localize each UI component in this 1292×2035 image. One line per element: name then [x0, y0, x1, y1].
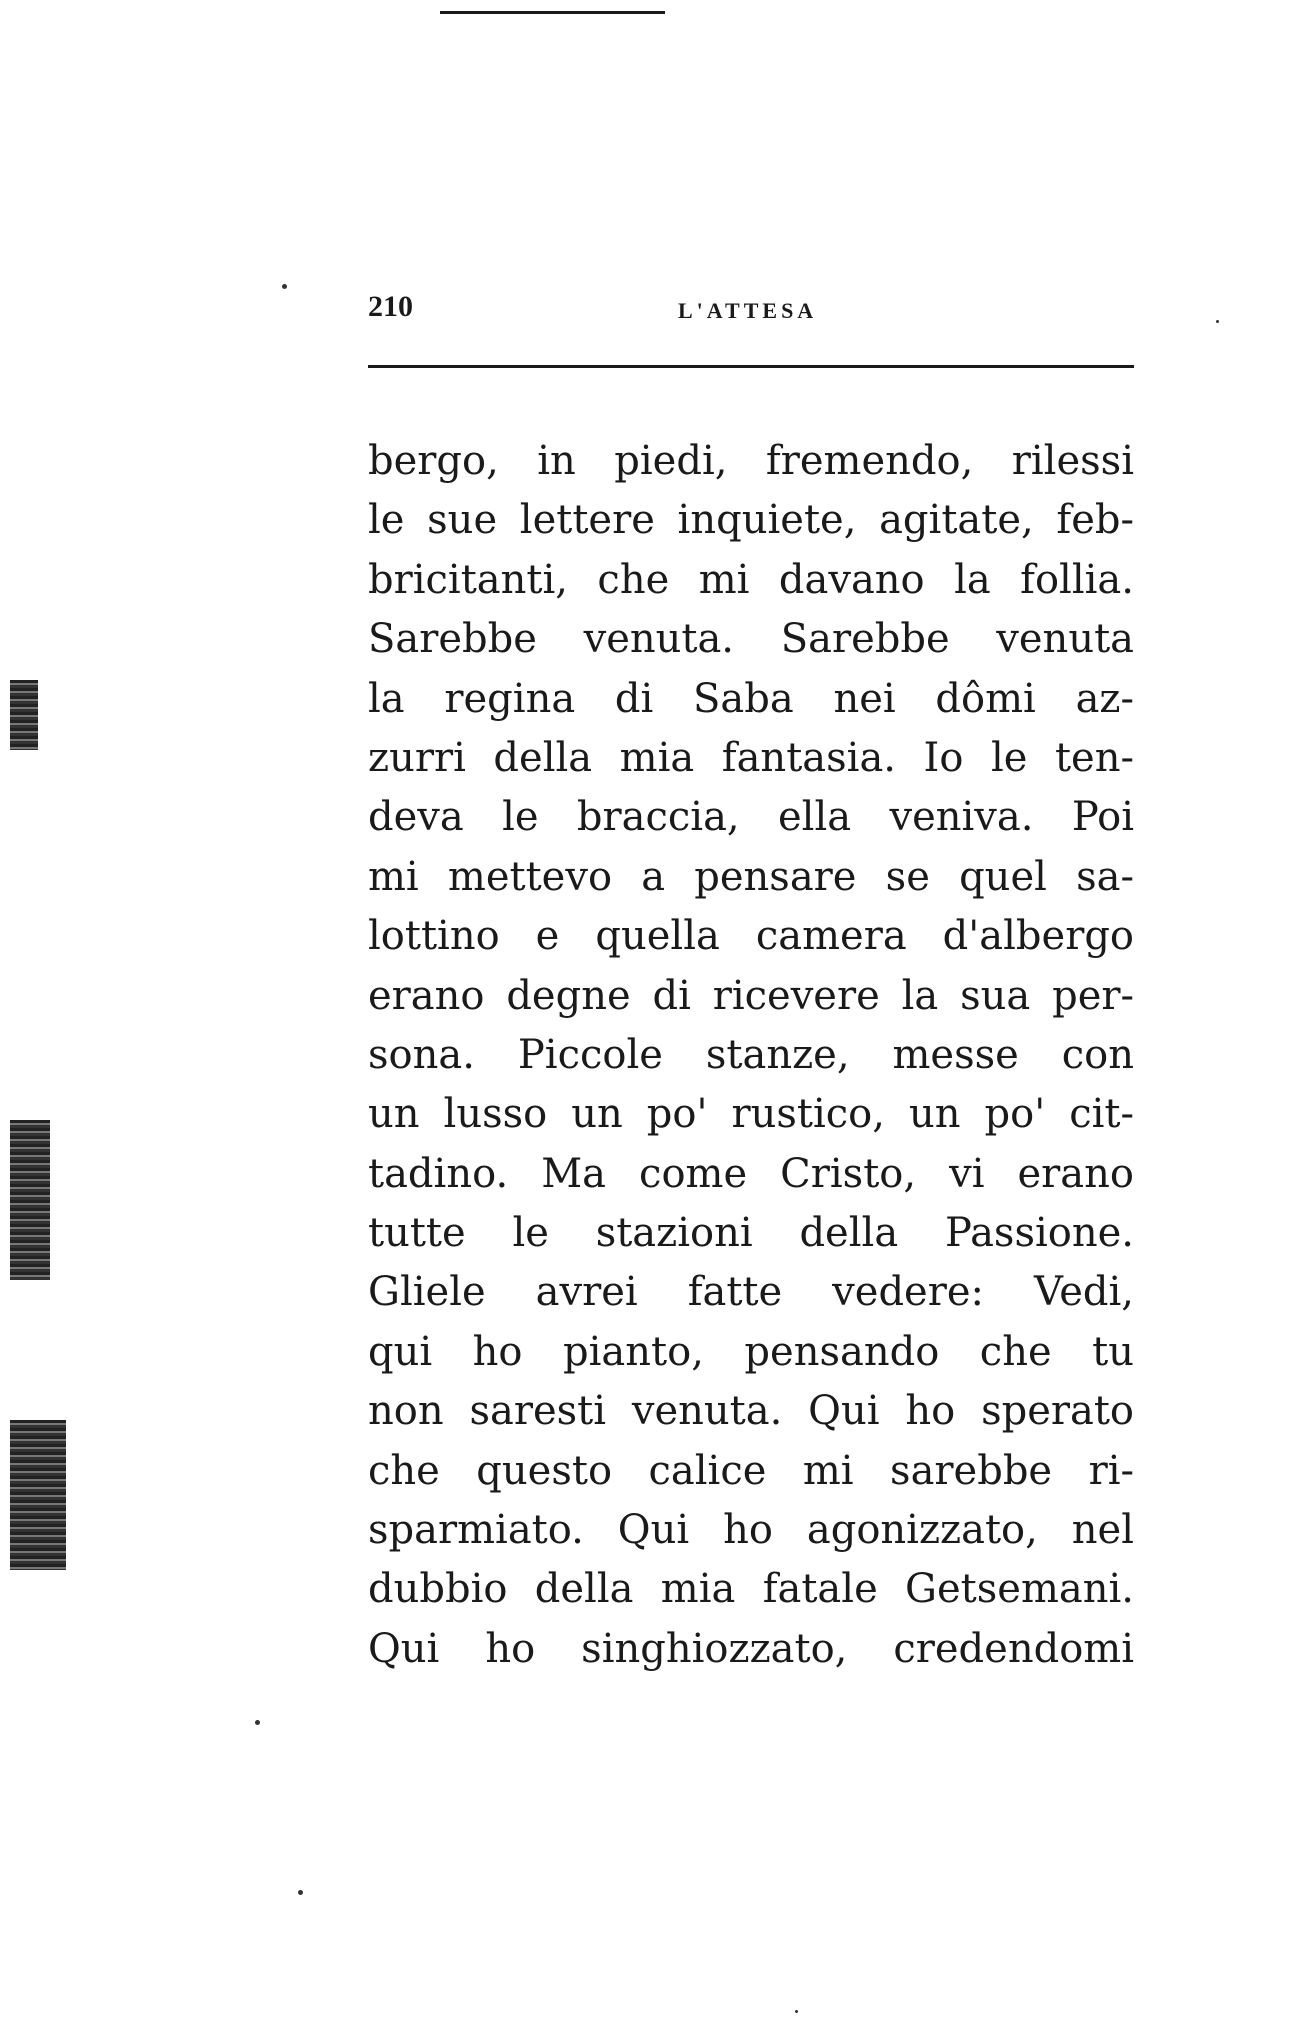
text-line: che questo calice mi sarebbe ri-: [368, 1447, 1134, 1494]
text-line: deva le braccia, ella veniva. Poi: [368, 794, 1134, 841]
text-line: tutte le stazioni della Passione.: [368, 1210, 1134, 1257]
text-line: le sue lettere inquiete, agitate, feb-: [368, 497, 1134, 544]
running-title: L'ATTESA: [678, 298, 818, 323]
text-line: tadino. Ma come Cristo, vi erano: [368, 1150, 1134, 1197]
body-text: [368, 432, 1134, 1679]
page-number: 210: [368, 290, 413, 323]
text-line: zurri della mia fantasia. Io le ten-: [368, 734, 1134, 781]
page-header: [368, 290, 1134, 330]
text-line: dubbio della mia fatale Getsemani.: [368, 1566, 1134, 1613]
text-line: bricitanti, che mi davano la follia.: [368, 556, 1134, 603]
top-scan-rule: [440, 11, 665, 14]
text-line: erano degne di ricevere la sua per-: [368, 972, 1134, 1019]
text-line: la regina di Saba nei dômi az-: [368, 675, 1134, 722]
text-line: qui ho pianto, pensando che tu: [368, 1328, 1134, 1375]
text-line: sona. Piccole stanze, messe con: [368, 1031, 1134, 1078]
text-line: un lusso un po' rustico, un po' cit-: [368, 1091, 1134, 1138]
scan-edge-artifact: [10, 1420, 66, 1570]
header-rule: [368, 365, 1134, 368]
scan-speck: [282, 284, 287, 289]
text-line: lottino e quella camera d'albergo: [368, 913, 1134, 960]
scan-speck: [795, 2010, 798, 2013]
text-line: non saresti venuta. Qui ho sperato: [368, 1388, 1134, 1435]
text-line: Qui ho singhiozzato, credendomi: [368, 1625, 1134, 1672]
scan-edge-artifact: [10, 680, 38, 750]
text-line: Sarebbe venuta. Sarebbe venuta: [368, 616, 1134, 663]
scan-speck: [298, 1890, 303, 1895]
text-line: Gliele avrei fatte vedere: Vedi,: [368, 1269, 1134, 1316]
scan-speck: [255, 1720, 260, 1725]
text-line: sparmiato. Qui ho agonizzato, nel: [368, 1507, 1134, 1554]
text-line: bergo, in piedi, fremendo, rilessi: [368, 438, 1134, 484]
text-line: mi mettevo a pensare se quel sa-: [368, 853, 1134, 900]
scan-edge-artifact: [10, 1120, 50, 1280]
scan-speck: [1216, 320, 1219, 323]
